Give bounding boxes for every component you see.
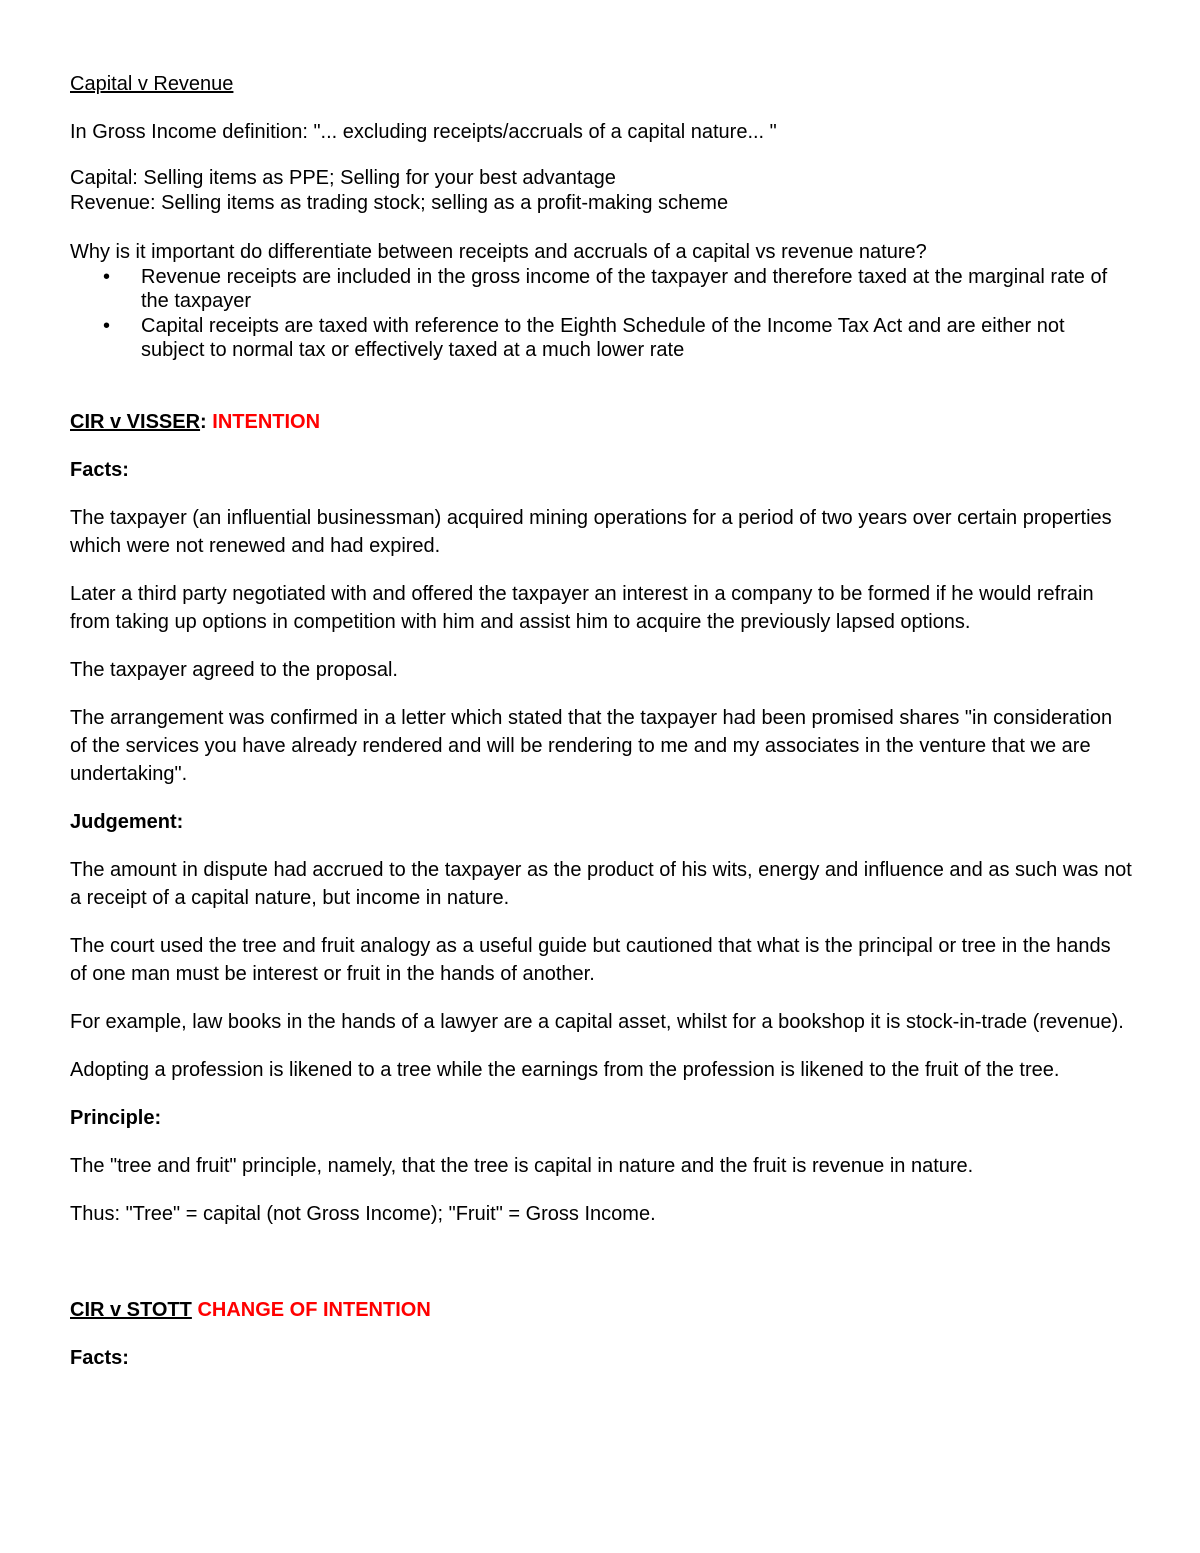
paragraph: The arrangement was confirmed in a letter which stated that the taxpayer had been promised shares "in consideration of the services you have already rendered and will be rendering to me and my associates in the venture that we are undertaking". [70,707,1113,785]
case-tag: INTENTION [212,411,321,433]
list-item-text: Revenue receipts are included in the gross income of the taxpayer and therefore taxed at the marginal rate of the taxpayer [141,266,1108,312]
paragraph: The taxpayer agreed to the proposal. [70,659,398,681]
bullet-icon: • [103,315,111,337]
gross-income-definition: In Gross Income definition: "... excluding receipts/accruals of a capital nature... " [70,121,777,143]
paragraph: For example, law books in the hands of a lawyer are a capital asset, whilst for a bookshop it is stock-in-trade (revenue). [70,1011,1124,1033]
paragraph: Thus: "Tree" = capital (not Gross Income); "Fruit" = Gross Income. [70,1203,656,1225]
paragraph: Later a third party negotiated with and offered the taxpayer an interest in a company to be formed if he would refrain from taking up options in competition with him and assist him to acquire the previously lapsed options. [70,583,1094,633]
revenue-line: Revenue: Selling items as trading stock; selling as a profit-making scheme [70,192,729,214]
list-item [70,314,1132,362]
why-question: Why is it important do differentiate between receipts and accruals of a capital vs revenue nature? [70,241,927,263]
paragraph: The taxpayer (an influential businessman) acquired mining operations for a period of two years over certain properties which were not renewed and had expired. [70,507,1112,557]
judgement-heading: Judgement: [70,811,184,833]
case-name: CIR v VISSER [70,411,201,433]
facts-heading: Facts: [70,1347,129,1369]
facts-heading: Facts: [70,459,129,481]
case-heading-visser [70,408,1132,436]
list-item-text: Capital receipts are taxed with reference to the Eighth Schedule of the Income Tax Act and are either not subject to normal tax or effectively taxed at a much lower rate [141,315,1065,361]
paragraph: The court used the tree and fruit analogy as a useful guide but cautioned that what is the principal or tree in the hands of one man must be interest or fruit in the hands of another. [70,935,1111,985]
paragraph: Adopting a profession is likened to a tree while the earnings from the profession is likened to the fruit of the tree. [70,1059,1060,1081]
case-tag: CHANGE OF INTENTION [197,1299,431,1321]
list-item [70,265,1132,313]
document-page [70,70,1132,1372]
principle-heading: Principle: [70,1107,162,1129]
section-title: Capital v Revenue [70,73,234,95]
reasons-list [70,265,1132,362]
paragraph: The "tree and fruit" principle, namely, that the tree is capital in nature and the fruit is revenue in nature. [70,1155,974,1177]
bullet-icon: • [103,266,111,288]
case-name: CIR v STOTT [70,1299,192,1321]
case-separator: : [200,411,207,433]
capital-line: Capital: Selling items as PPE; Selling for your best advantage [70,167,616,189]
case-heading-stott [70,1296,1132,1324]
paragraph: The amount in dispute had accrued to the taxpayer as the product of his wits, energy and influence and as such was not a receipt of a capital nature, but income in nature. [70,859,1132,909]
